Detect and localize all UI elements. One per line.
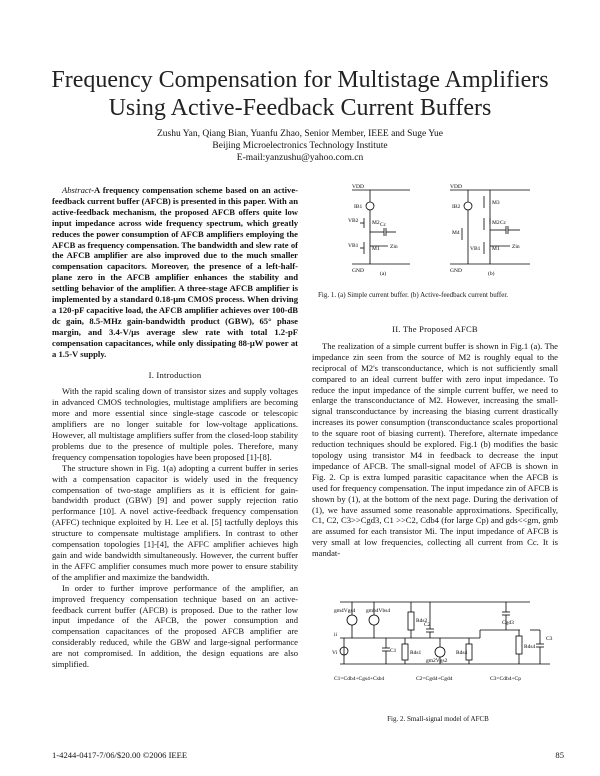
figure-1-diagram [340,184,540,276]
abstract-label: Abstract [62,185,92,195]
fig2-c3-label: C3 [546,636,553,642]
fig2-cgd3-label: Cgd3 [502,620,514,626]
fig1a-m2-label: M2 [372,220,380,226]
paper-title [0,66,600,122]
fig2-rds2-label: Rds2 [416,618,428,624]
fig2-rds4-label: Rds4 [456,650,468,656]
fig1b-vb1-label: VB1 [470,246,481,252]
fig2-vin-label: Vi [332,650,338,656]
fig1a-sub-label: (a) [380,271,387,276]
fig1b-gnd-label: GND [450,268,462,274]
fig2-eq1: C1=Cdb4+Cgs4+Csb4 [334,676,385,682]
fig1a-vb1-label: VB1 [348,243,359,249]
fig1a-m1-label: M1 [372,246,380,252]
fig2-iin-label: ii [334,632,338,638]
fig2-src3-label: gm2Vgs2 [426,658,448,664]
email: E-mail:yanzushu@yahoo.com.cn [236,153,364,163]
abstract-text: -A frequency compensation scheme based on an active-feedback current buffer (AFCB) is presented in this paper. With an active-feedback mechanism, the proposed AFCB offers quite low input impedance across wide frequency spectrum, which greatly reduces the power consumption of AFCB amplifiers employing the AFCB as frequency compensation. The bandwidth and slew rate of the AFCB amplifier are also improved due to the much smaller compensation capacitors. Moreover, the presence of a left-half-plane zero in the AFCB amplifier enhances the stability and settling behavior of the amplifier. A three-stage AFCB amplifier is implemented by a standard 0.18-μm CMOS process. When driving a 120-pF capacitive load, the AFCB amplifier achieves over 100-dB dc gain, 8.5-MHz gain-bandwidth product (GBW), 65° phase margin, and 3.4-V/μs average slew rate with total 1.2-pF compensation capacitances, while only dissipating 88-μW power at a 1.5-V supply. [52,185,298,359]
left-column [52,185,298,670]
authors: Zushu Yan, Qiang Bian, Yuanfu Zhao, Senior Member, IEEE and Suge Yue [157,129,443,139]
figure-2-diagram [330,590,560,696]
fig2-c2-label: C2 [424,622,431,628]
fig2-rds-right-label: Rds4 [524,644,536,650]
footer-isbn: 1-4244-0417-7/06/$20.00 ©2006 IEEE [52,750,188,760]
fig1b-sub-label: (b) [488,271,495,276]
intro-paragraph-2: The structure shown in Fig. 1(a) adopting a current buffer in series with a compensation capacitor is widely used in the frequency compensation of two-stage amplifiers as it is efficient for gain-bandwidth product (GBW) [9] and power supply rejection ratio performance [10]. A novel active-feedback frequency compensation (AFFC) technique exploited by H. Lee et al. [5] tactfully deploys this structure to compensate multistage amplifiers. In contrast to other compensation topologies [1]-[4], the AFFC amplifier achieves high gain and wide bandwidth simultaneously. However, the current buffer in the AFFC amplifier consumes much more power to ensure stability of the amplifier and maximize the bandwidth. [52,462,298,582]
abstract [52,185,298,360]
fig1b-m3-label: M3 [492,200,500,206]
title-line-1: Frequency Compensation for Multistage Amplifiers [51,67,549,93]
intro-paragraph-1: With the rapid scaling down of transistor sizes and supply voltages in advanced CMOS technologies, multistage amplifiers are becoming more and more essential since single-stage cascode or telescopic amplifiers are no longer suitable for low-voltage applications. However, all multistage amplifiers suffer from the closed-loop stability problems due to the presence of multiple poles. Therefore, many frequency compensation topologies have been proposed [1]-[8]. [52,386,298,462]
section-2-paragraph-1: The realization of a simple current buffer is shown in Fig.1 (a). The impedance zin seen from the source of M2 is roughly equal to the reciprocal of M2's transconductance, which is not sufficiently small compared to an ideal current buffer with zero input impedance. To reduce the input impedance of the simple current buffer, we need to enlarge the transconductance of M2. However, increasing the small-signal transconductance by increasing the biasing current drastically increases its power consumption (transconductance scales proportional to the square root of biasing current). Therefore, alternate impedance reduction techniques should be explored. Fig.1 (b) modifies the basic topology using transistor M4 in feedback to decrease the input impedance of AFCB. The small-signal model of AFCB is shown in Fig. 2. Cp is extra lumped parasitic capacitance when the AFCB is used for frequency compensation. The input impedance zin of AFCB is shown by (1), at the bottom of the next page. During the derivation of (1), we have assumed some reasonable approximations. Specifically, C1, C2, C3>>Cgd3, C1 >>C2, Cdb4 (for large Cp) and gds<<gm, gmb are assumed for each transistor Mi. The input impedance of AFCB is very small at low frequencies, collecting all current from Cc. It is mandat- [312,340,558,559]
title-line-2: Using Active-Feedback Current Buffers [108,95,492,121]
fig2-eq2: C2=Cgd4+Cgd4 [416,676,453,682]
fig2-src2-label: gmb4Vbs4 [366,608,391,614]
figure-1-caption: Fig. 1. (a) Simple current buffer. (b) Active-feedback current buffer. [318,291,509,299]
fig2-c1-label: C1 [390,648,397,654]
intro-paragraph-3: In order to further improve performance of the amplifier, an improved frequency compensation technique based on an active-feedback current buffer (AFCB) is proposed. Due to the rather low input impedance of the AFCB, the power consumption and compensation capacitances of the proposed AFCB amplifier are considerably reduced, while the GBW and large-signal performance are not compromised. In addition, the design equations are also simplified. [52,582,298,670]
fig1a-cc-label: Cc [380,222,387,228]
fig1b-cc-label: Cc [500,220,507,226]
fig1b-m4-label: M4 [452,230,460,236]
right-column [312,324,558,559]
fig1b-m2-label: M2 [492,220,500,226]
fig1b-m1-label: M1 [492,246,500,252]
fig1a-gnd-label: GND [352,268,364,274]
fig2-eq3: C3=Cdb4+Cp [490,676,521,682]
figure-2-caption: Fig. 2. Small-signal model of AFCB [387,715,489,723]
fig1a-vdd-label: VDD [352,184,364,190]
fig2-src1-label: gm4Vgs4 [334,608,356,614]
fig2-rds1-label: Rds1 [410,650,422,656]
fig1a-zin-label: Zin [390,244,398,250]
fig1b-vdd-label: VDD [450,184,462,190]
page-number: 85 [555,750,564,760]
section-2-heading: II. The Proposed AFCB [392,324,478,334]
fig1b-zin-label: Zin [512,244,520,250]
fig1b-ib2-label: IB2 [452,204,461,210]
section-1-heading: I. Introduction [148,369,202,380]
affiliation: Beijing Microelectronics Technology Institute [212,141,388,151]
fig1a-vb2-label: VB2 [348,218,359,224]
fig1a-ib1-label: IB1 [354,204,363,210]
